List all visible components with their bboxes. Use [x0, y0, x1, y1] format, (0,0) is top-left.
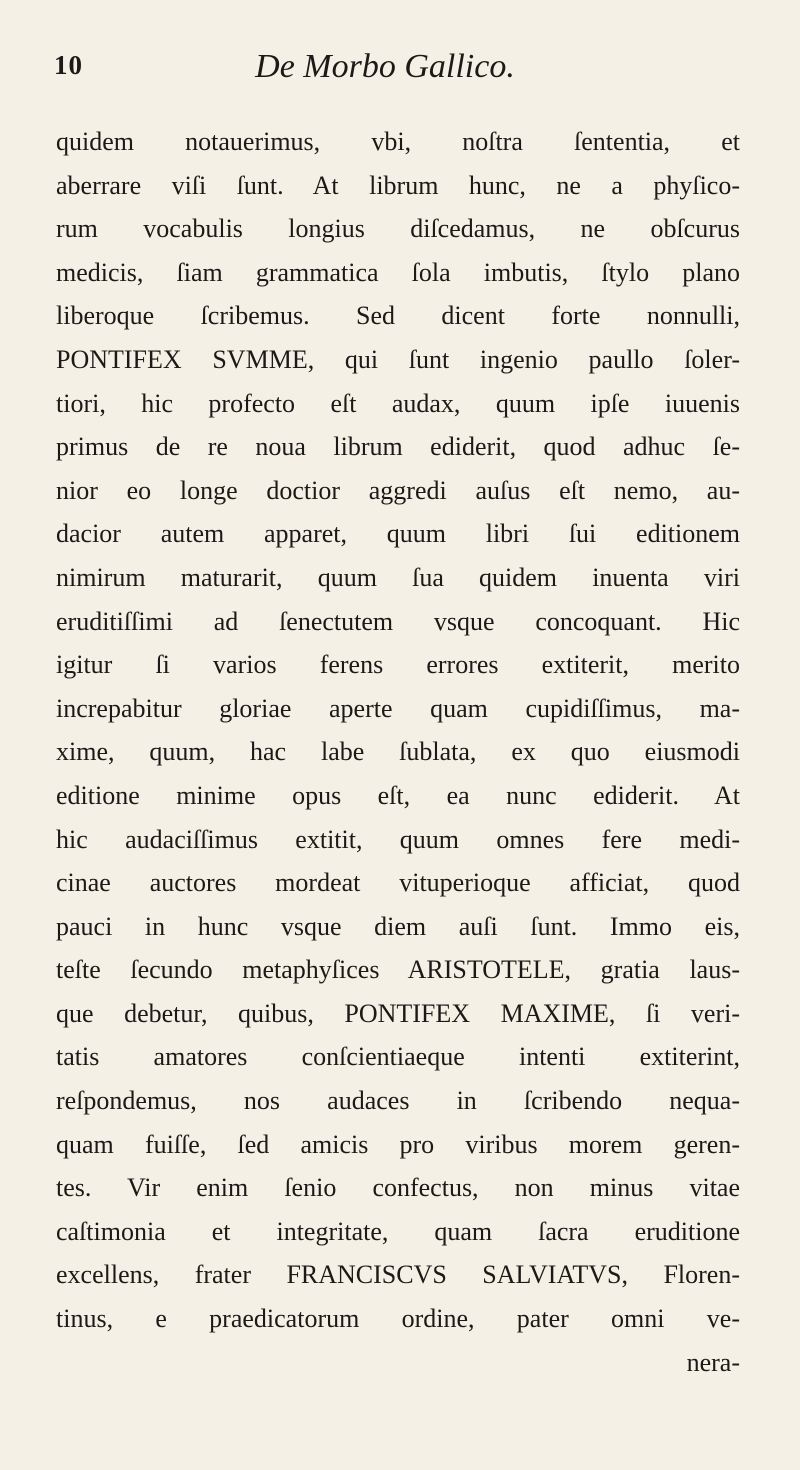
text-line: nior eo longe doctior aggredi auſus eſt nemo, au- — [56, 475, 740, 505]
page-number: 10 — [54, 50, 83, 80]
text-line: medicis, ſiam grammatica ſola imbutis, ſtylo plano — [56, 257, 740, 287]
text-line: cinae auctores mordeat vituperioque afficiat, quod — [56, 868, 740, 898]
text-line: tinus, e praedicatorum ordine, pater omni ve- — [56, 1304, 740, 1334]
text-line: excellens, frater FRANCISCVS SALVIATVS, Floren- — [56, 1260, 740, 1290]
text-line: quam fuiſſe, ſed amicis pro viribus morem geren- — [56, 1129, 740, 1159]
text-line: tiori, hic profecto eſt audax, quum ipſe iuuenis — [56, 388, 740, 418]
text-line: igitur ſi varios ferens errores extiterit, merito — [56, 650, 740, 680]
body-text — [56, 120, 740, 1384]
catchword: nera- — [686, 1347, 740, 1377]
text-line: quidem notauerimus, vbi, noſtra ſententia, et — [56, 127, 740, 156]
text-line: primus de re noua librum ediderit, quod adhuc ſe- — [56, 432, 740, 462]
text-line: teſte ſecundo metaphyſices ARISTOTELE, gratia laus- — [56, 955, 740, 985]
text-line: hic audaciſſimus extitit, quum omnes fere medi- — [56, 824, 740, 854]
text-line: tatis amatores conſcientiaeque intenti extiterint, — [56, 1042, 740, 1072]
text-line: reſpondemus, nos audaces in ſcribendo nequa- — [56, 1086, 740, 1116]
text-line: PONTIFEX SVMME, qui ſunt ingenio paullo ſoler- — [56, 344, 740, 374]
text-line: tes. Vir enim ſenio confectus, non minus vitae — [56, 1173, 740, 1203]
text-line: nimirum maturarit, quum ſua quidem inuenta viri — [56, 562, 740, 592]
text-line: xime, quum, hac labe ſublata, ex quo eiusmodi — [56, 737, 740, 767]
text-line: pauci in hunc vsque diem auſi ſunt. Immo eis, — [56, 911, 740, 941]
text-line: editione minime opus eſt, ea nunc ediderit. At — [56, 780, 740, 810]
text-line: rum vocabulis longius diſcedamus, ne obſcurus — [56, 214, 740, 244]
text-line: increpabitur gloriae aperte quam cupidiſſimus, ma- — [56, 693, 740, 723]
text-line: aberrare viſi ſunt. At librum hunc, ne a phyſico- — [56, 170, 740, 200]
text-line: que debetur, quibus, PONTIFEX MAXIME, ſi veri- — [56, 998, 740, 1028]
page-header — [40, 50, 730, 94]
text-line: caſtimonia et integritate, quam ſacra eruditione — [56, 1216, 740, 1246]
text-line: liberoque ſcribemus. Sed dicent forte nonnulli, — [56, 301, 740, 331]
text-line: dacior autem apparet, quum libri ſui editionem — [56, 519, 740, 549]
running-title: De Morbo Gallico. — [255, 48, 515, 85]
text-line: eruditiſſimi ad ſenectutem vsque concoquant. Hic — [56, 606, 740, 636]
